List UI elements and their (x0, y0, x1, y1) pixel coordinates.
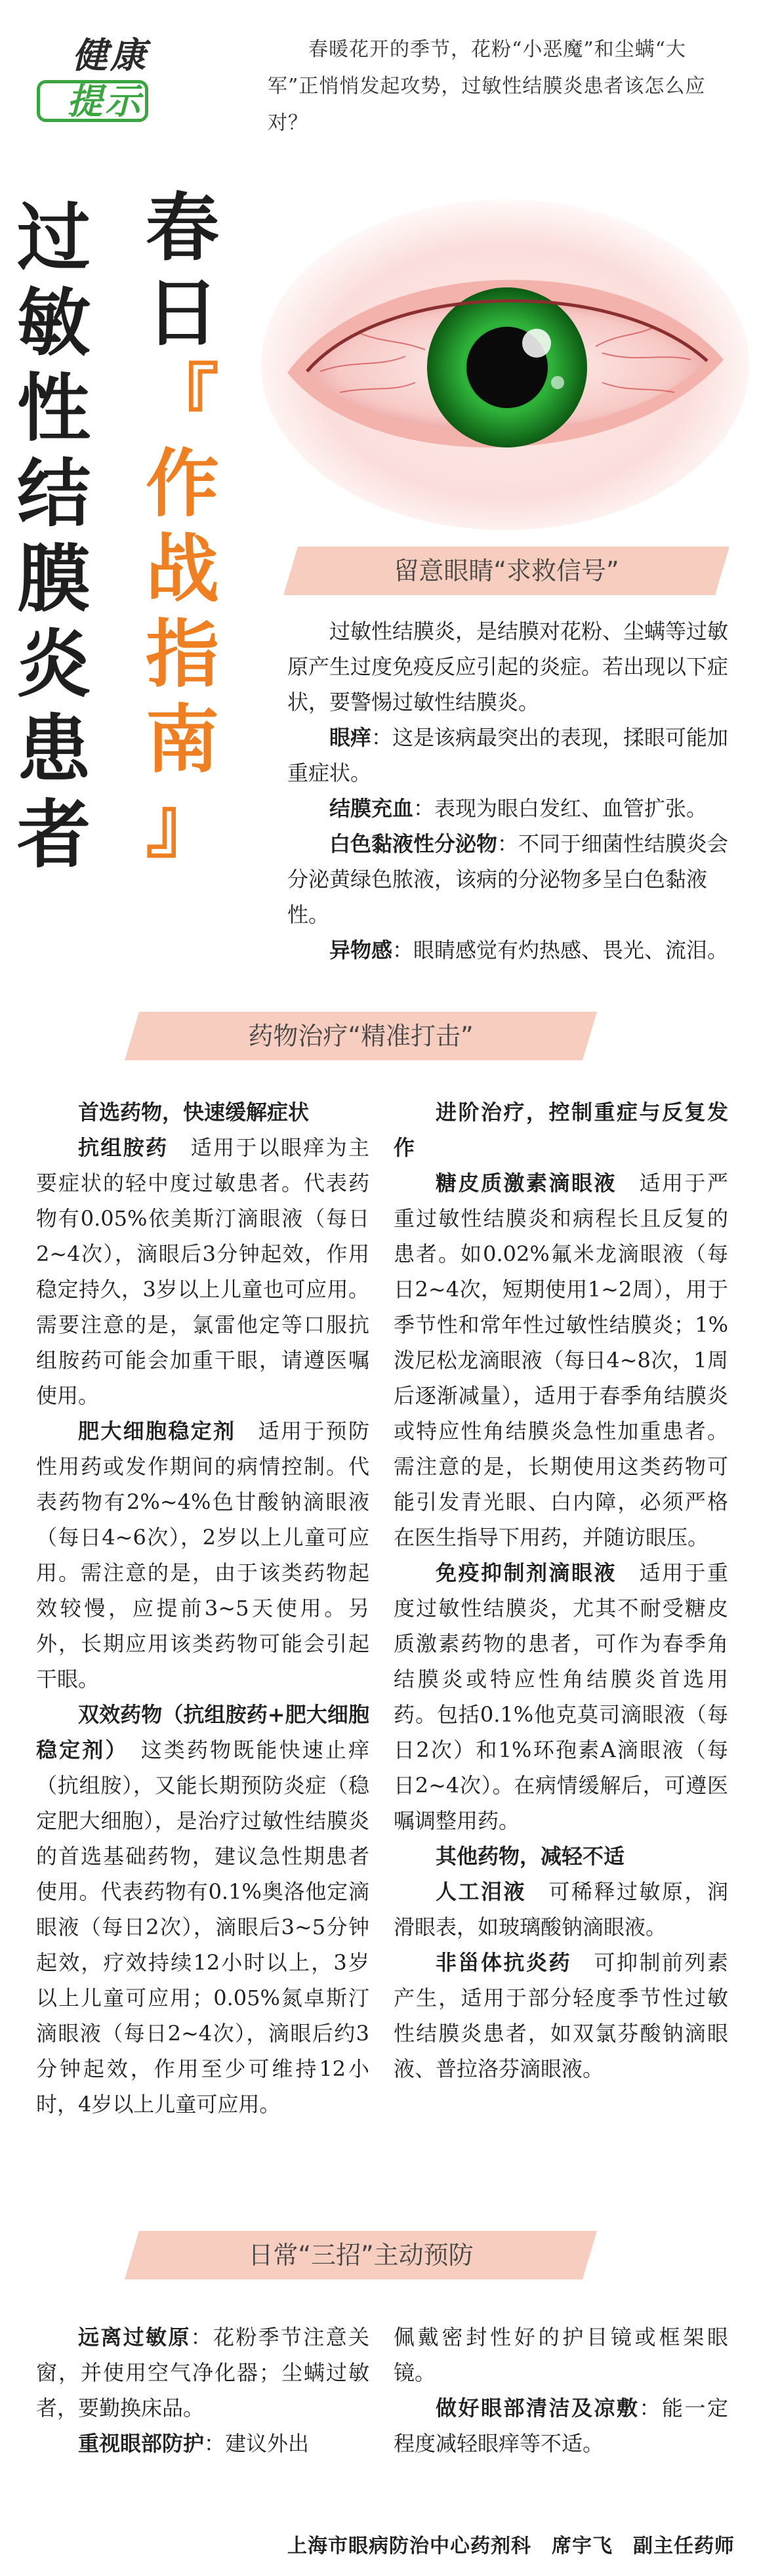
drug-paragraph (36, 1413, 369, 1697)
red-eye-illustration (261, 196, 750, 533)
drug-paragraph (394, 1165, 728, 1555)
title-right-char: 日 (146, 271, 219, 356)
title-right-char: 指 (146, 612, 219, 697)
drug-text: 适用于预防性用药或发作期间的病情控制。代表药物有2%~4%色甘酸钠滴眼液（每日4~6次），2岁以上儿童可应用。需注意的是，由于该类药物起效较慢，应提前3~5天使用。另外，长期应用该类药物可能会引起干眼。 (36, 1419, 369, 1692)
banner-title: 留意眼睛“求救信号” (394, 556, 619, 585)
drug-name: 免疫抑制剂滴眼液 (436, 1560, 617, 1585)
health-tip-badge (31, 25, 163, 140)
title-left: 过敏性结膜炎患者 (17, 196, 91, 878)
prevention-right-column (394, 2319, 728, 2461)
prevention-text: 佩戴密封性好的护目镜或框架眼镜。 (394, 2325, 728, 2385)
title-right (140, 186, 224, 868)
medication-right-column (394, 1094, 728, 2087)
drug-paragraph (36, 1130, 369, 1413)
drug-name: 非甾体抗炎药 (436, 1950, 571, 1975)
drug-paragraph (36, 1697, 369, 2122)
prevention-text: ：花粉季节注意关窗，并使用空气净化器；尘螨过敏者，要勤换床品。 (36, 2325, 369, 2420)
author-credit: 上海市眼病防治中心药剂科 席宇飞 副主任药师 (287, 2535, 735, 2558)
symptom-item (287, 826, 733, 932)
prevention-paragraph (36, 2426, 369, 2461)
title-right-char: 』 (146, 783, 219, 868)
symptom-item (287, 791, 733, 826)
symptom-term: 眼痒 (329, 725, 372, 750)
drug-paragraph (394, 1874, 728, 1945)
prevention-term: 远离过敏原 (78, 2325, 191, 2350)
title-right-char: 南 (146, 697, 219, 783)
title-right-char: 春 (146, 186, 219, 271)
drug-name: 人工泪液 (436, 1879, 526, 1904)
prevention-term: 重视眼部防护 (78, 2431, 205, 2456)
symptom-term: 结膜充血 (329, 796, 414, 821)
banner-title: 日常“三招”主动预防 (248, 2241, 474, 2270)
prevention-text: ：建议外出 (204, 2431, 310, 2456)
drug-name: 抗组胺药 (78, 1135, 169, 1160)
eye-highlight (522, 329, 551, 358)
drug-name: 糖皮质激素滴眼液 (436, 1171, 617, 1195)
badge-line1: 健康 (72, 35, 148, 76)
prevention-text: ：能一定程度减轻眼痒等不适。 (394, 2396, 728, 2456)
drug-name: 双效药物（抗组胺药+肥大细胞稳定剂） (36, 1702, 369, 1762)
symptom-item (287, 720, 733, 791)
eye-highlight-small (551, 376, 564, 389)
drug-text: 适用于严重过敏性结膜炎和病程长且反复的患者。如0.02%氟米龙滴眼液（每日2~4次，短期使用1~2周），用于季节性和常年性过敏性结膜炎；1%泼尼松龙滴眼液（每日4~8次，1周后逐渐减量），适用于春季角结膜炎或特应性角结膜炎急性加重患者。需注意的是，长期使用这类药物可能引发青光眼、白内障，必须严格在医生指导下用药，并随访眼压。 (394, 1171, 728, 1550)
section-banner-prevention (125, 2231, 597, 2279)
title-right-char: 战 (146, 527, 219, 612)
symptoms-intro: 过敏性结膜炎，是结膜对花粉、尘螨等过敏原产生过度免疫反应引起的炎症。若出现以下症状，要警惕过敏性结膜炎。 (287, 619, 729, 715)
badge-line2: 提示 (67, 81, 143, 122)
prevention-paragraph (36, 2319, 369, 2426)
banner-title: 药物治疗“精准打击” (248, 1022, 474, 1050)
drug-text: 可抑制前列素产生，适用于部分轻度季节性过敏性结膜炎患者，如双氯芬酸钠滴眼液、普拉洛芬滴眼液。 (394, 1950, 728, 2081)
subheading: 其他药物，减轻不适 (436, 1844, 625, 1869)
symptom-text: ：不同于细菌性结膜炎会分泌黄绿色脓液，该病的分泌物多呈白色黏液性。 (287, 831, 729, 927)
symptoms-section (287, 613, 733, 968)
drug-name: 肥大细胞稳定剂 (78, 1419, 236, 1444)
symptom-text: ：眼睛感觉有灼热感、畏光、流泪。 (392, 938, 729, 963)
drug-text: 可稀释过敏原，润滑眼表，如玻璃酸钠滴眼液。 (394, 1879, 728, 1940)
drug-text: 适用于以眼痒为主要症状的轻中度过敏患者。代表药物有0.05%依美斯汀滴眼液（每日2~4次），滴眼后3分钟起效，作用稳定持久，3岁以上儿童也可应用。需要注意的是，氯雷他定等口服抗组胺药可能会加重干眼，请遵医嘱使用。 (36, 1135, 369, 1408)
symptom-text: ：这是该病最突出的表现，揉眼可能加重症状。 (287, 725, 729, 785)
drug-paragraph (394, 1945, 728, 2087)
drug-text: 适用于重度过敏性结膜炎，尤其不耐受糖皮质激素药物的患者，可作为春季角结膜炎或特应性角结膜炎首选用药。包括0.1%他克莫司滴眼液（每日2次）和1%环孢素A滴眼液（每日2~4次）。在病情缓解后，可遵医嘱调整用药。 (394, 1560, 728, 1833)
section-banner-symptoms (283, 547, 729, 595)
subheading: 进阶治疗，控制重症与反复发作 (394, 1100, 728, 1160)
symptom-term: 异物感 (329, 938, 393, 963)
symptom-term: 白色黏液性分泌物 (329, 831, 498, 856)
symptom-item (287, 932, 733, 968)
prevention-term: 做好眼部清洁及凉敷 (436, 2396, 640, 2420)
symptom-text: ：表现为眼白发红、血管扩张。 (413, 796, 708, 821)
section-banner-medication (125, 1012, 597, 1060)
title-right-char: 『 (146, 356, 219, 442)
title-right-char: 作 (146, 442, 219, 527)
medication-left-column (36, 1094, 369, 2122)
drug-paragraph (394, 1555, 728, 1839)
prevention-paragraph (394, 2390, 728, 2461)
prevention-left-column (36, 2319, 369, 2461)
subheading: 首选药物，快速缓解症状 (78, 1100, 310, 1125)
prevention-paragraph (394, 2319, 728, 2390)
intro-paragraph: 春暖花开的季节，花粉“小恶魔”和尘螨“大军”正悄悄发起攻势，过敏性结膜炎患者该怎么应对？ (268, 38, 706, 135)
drug-text: 这类药物既能快速止痒（抗组胺），又能长期预防炎症（稳定肥大细胞），是治疗过敏性结膜炎的首选基础药物，建议急性期患者使用。代表药物有0.1%奥洛他定滴眼液（每日2次），滴眼后3~5分钟起效，疗效持续12小时以上，3岁以上儿童可应用；0.05%氮卓斯汀滴眼液（每日2~4次），滴眼后约3分钟起效，作用至少可维持12小时，4岁以上儿童可应用。 (36, 1737, 369, 2117)
